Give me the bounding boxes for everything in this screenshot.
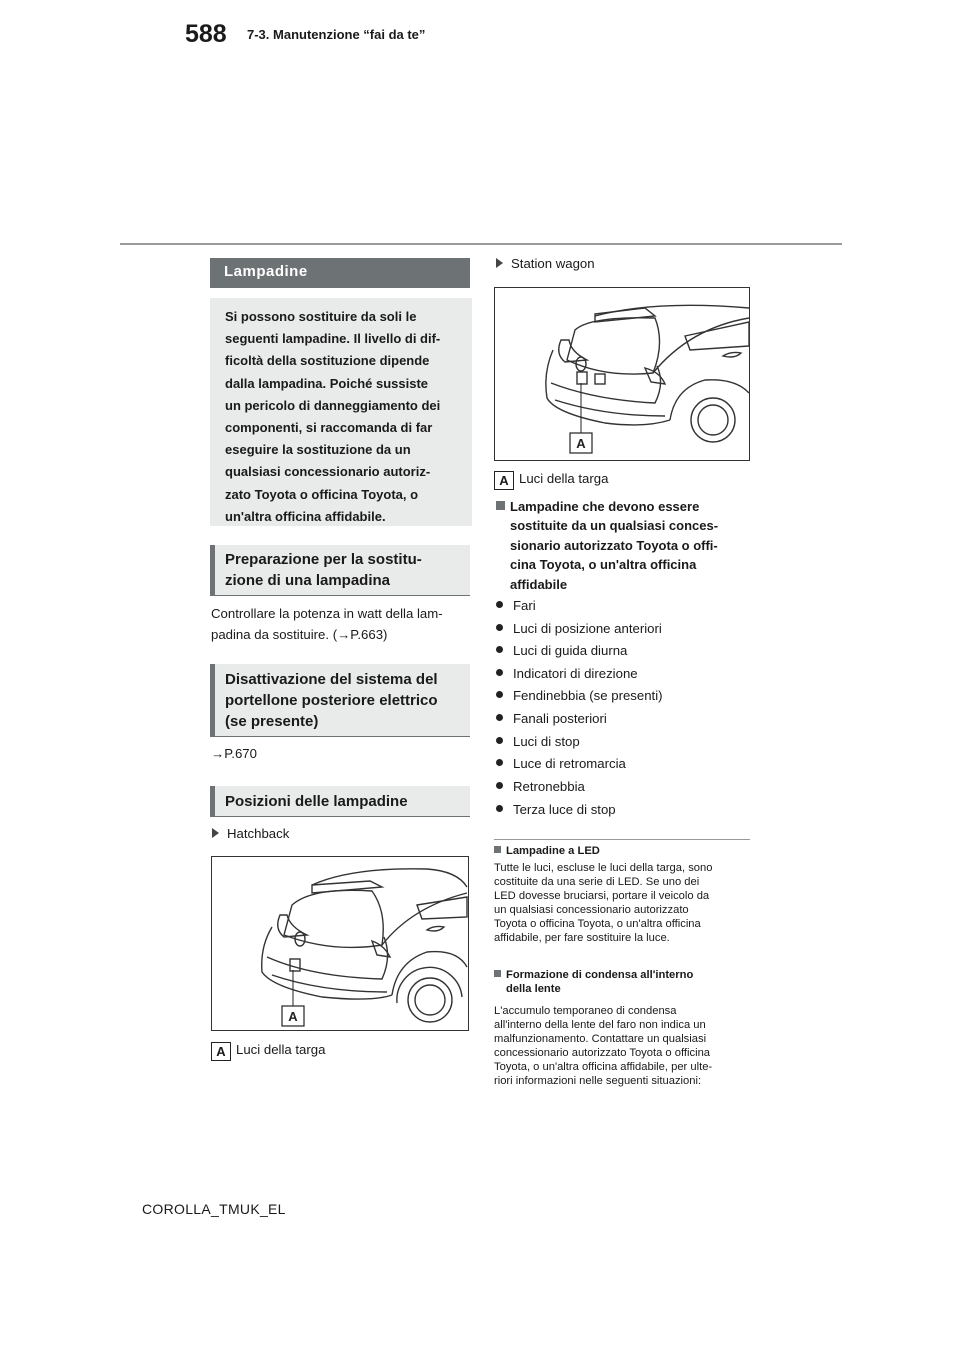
dealer-heading [496,497,718,594]
dealer-heading-line: sionario autorizzato Toyota o offi- [510,537,718,553]
led-text-line: affidabile, per fare sostituire la luce. [494,931,670,944]
document-code: COROLLA_TMUK_EL [142,1201,286,1217]
wagon-label [496,253,595,274]
wagon-caption-text: Luci della targa [519,471,609,486]
led-heading-text: Lampadine a LED [506,845,600,857]
intro-line: componenti, si raccomanda di far [225,420,433,436]
intro-line: eseguire la sostituzione da un [225,442,411,458]
notes-divider [494,839,750,840]
condensa-text-line: Toyota, o un'altra officina affidabile, per ulte- [494,1060,713,1073]
triangle-bullet-icon [496,258,503,268]
bulb-name: Terza luce di stop [513,802,616,817]
prep-heading-line: zione di una lampadina [225,572,391,589]
led-text-line: Tutte le luci, escluse le luci della targa, sono [494,862,713,874]
condensa-heading-line: Formazione di condensa all'interno [506,969,694,981]
dealer-heading-line: sostituite da un qualsiasi conces- [510,518,719,534]
tailgate-heading-line: Disattivazione del sistema del [225,670,438,688]
bulb-name: Luci di posizione anteriori [513,621,662,636]
intro-line: dalla lampadina. Poiché sussiste [225,375,429,391]
wagon-caption [494,468,608,490]
bulb-name: Luci di guida diurna [513,643,628,658]
bulb-name: Fendinebbia (se presenti) [513,688,663,703]
bulb-name: Retronebbia [513,779,585,794]
hatchback-car-illustration [212,857,468,1030]
square-bullet-icon [494,970,501,977]
tailgate-ref[interactable]: →P.670 [211,746,257,761]
condensa-text-line: all'interno della lente del faro non indica un [494,1018,706,1031]
list-item [496,621,662,636]
lampadine-banner: Lampadine [210,258,470,288]
prep-heading-line: Preparazione per la sostitu- [225,551,422,568]
bullet-icon [496,805,503,812]
list-item [496,802,616,817]
condensa-text-line: malfunzionamento. Contattare un qualsiasi [494,1032,707,1045]
wagon-label-text: Station wagon [511,256,595,271]
intro-box [210,298,472,526]
square-bullet-icon [496,501,505,510]
prep-heading [210,545,470,596]
bulb-name: Indicatori di direzione [513,666,638,681]
condensa-text-line: concessionario autorizzato Toyota o officina [494,1046,711,1059]
intro-line: zato Toyota o officina Toyota, o [225,486,419,502]
list-item [496,598,536,613]
bulb-name: Fanali posteriori [513,711,607,726]
label-a-box: A [211,1042,231,1061]
positions-heading [210,786,470,817]
bullet-icon [496,691,503,698]
positions-heading-text: Posizioni delle lampadine [225,792,408,810]
bullet-icon [496,737,503,744]
triangle-bullet-icon [212,828,219,838]
list-item [496,779,585,794]
intro-line: un pericolo di danneggiamento dei [225,397,441,413]
led-heading [494,844,600,858]
bulb-name: Fari [513,598,536,613]
condensa-heading [494,968,693,996]
hatchback-caption-text: Luci della targa [236,1042,326,1057]
intro-line: un'altra officina affidabile. [225,508,386,524]
prep-text [211,603,443,645]
led-text-line: un qualsiasi concessionario autorizzato [494,903,689,916]
bullet-icon [496,759,503,766]
intro-line: seguenti lampadine. Il livello di dif- [225,331,441,347]
bullet-icon [496,782,503,789]
list-item [496,734,580,749]
bullet-icon [496,646,503,653]
bullet-icon [496,669,503,676]
list-item [496,688,663,703]
list-item [496,756,626,771]
header-rule [120,243,842,245]
dealer-heading-line: Lampadine che devono essere [510,499,700,514]
prep-text-line: padina da sostituire. (→P.663) [211,627,388,642]
intro-line: qualsiasi concessionario autoriz- [225,464,431,480]
intro-line: ficoltà della sostituzione dipende [225,353,430,369]
wagon-car-illustration [495,288,749,460]
dealer-heading-line: cina Toyota, o un'altra officina [510,557,697,573]
wagon-figure [494,287,750,461]
bullet-icon [496,601,503,608]
section-title: 7-3. Manutenzione “fai da te” [247,27,426,42]
label-a-box: A [494,471,514,490]
led-text-line: Toyota o officina Toyota, o un'altra officina [494,917,701,930]
condensa-heading-line: della lente [506,983,561,995]
figure-label-a: A [576,436,586,451]
tailgate-heading [210,664,470,737]
prep-text-line: Controllare la potenza in watt della lam- [211,606,443,621]
tailgate-heading-line: portellone posteriore elettrico [225,691,438,709]
dealer-heading-line: affidabile [510,576,568,592]
page-number: 588 [185,20,227,48]
hatchback-caption [211,1039,325,1061]
bulb-name: Luce di retromarcia [513,756,626,771]
hatchback-label [212,823,289,844]
condensa-text-line: riori informazioni nelle seguenti situazioni: [494,1074,702,1087]
condensa-text [494,1005,712,1088]
led-text-line: costituite da una serie di LED. Se uno dei [494,875,700,888]
bulb-name: Luci di stop [513,734,580,749]
figure-label-a: A [288,1009,298,1024]
hatchback-label-text: Hatchback [227,826,290,841]
list-item [496,643,627,658]
list-item [496,711,607,726]
led-text-line: LED dovesse bruciarsi, portare il veicolo da [494,889,710,902]
intro-line: Si possono sostituire da soli le [225,309,417,324]
square-bullet-icon [494,846,501,853]
led-text [494,862,712,945]
bullet-icon [496,624,503,631]
condensa-text-line: L'accumulo temporaneo di condensa [494,1005,677,1017]
tailgate-heading-line: (se presente) [225,712,319,730]
bullet-icon [496,714,503,721]
list-item [496,666,638,681]
hatchback-figure [211,856,469,1031]
